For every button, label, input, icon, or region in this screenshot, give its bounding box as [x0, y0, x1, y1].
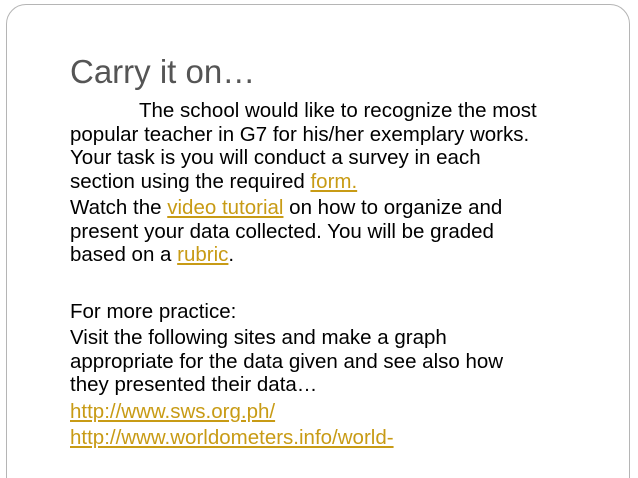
rubric-link[interactable]: rubric: [177, 243, 229, 266]
practice-heading: For more practice:: [70, 299, 237, 323]
paragraph-practice-instructions: [70, 326, 610, 397]
text-line: appropriate for the data given and see also how: [70, 349, 504, 373]
paragraph-video-tutorial: [70, 196, 610, 267]
form-link[interactable]: form.: [310, 169, 358, 193]
text-line: [70, 170, 610, 194]
paragraph-survey-task: [70, 99, 610, 193]
text-line: they presented their data…: [70, 373, 318, 396]
text-line: Visit the following sites and make a graph: [70, 326, 447, 349]
text-segment: Watch the: [70, 196, 168, 219]
text-line: [70, 196, 610, 220]
sws-link[interactable]: http://www.sws.org.ph/: [70, 399, 276, 423]
text-line: popular teacher in G7 for his/her exemplary works.: [70, 122, 530, 146]
text-segment: based on a: [70, 243, 178, 266]
text-line: Your task is you will conduct a survey in each: [70, 146, 481, 169]
slide-title: Carry it on…: [70, 53, 256, 90]
text-line: present your data collected. You will be graded: [70, 219, 494, 243]
sws-link-line: [70, 400, 610, 424]
text-segment: on how to organize and: [283, 196, 503, 219]
worldometers-link[interactable]: http://www.worldometers.info/world-: [70, 426, 394, 449]
text-segment: .: [228, 243, 235, 266]
slide-body: [70, 99, 610, 450]
text-segment: section using the required: [70, 169, 311, 193]
video-tutorial-link[interactable]: video tutorial: [167, 196, 284, 219]
text-line: [70, 243, 610, 267]
text-line: The school would like to recognize the most: [139, 99, 537, 122]
worldometers-link-line: [70, 426, 610, 450]
